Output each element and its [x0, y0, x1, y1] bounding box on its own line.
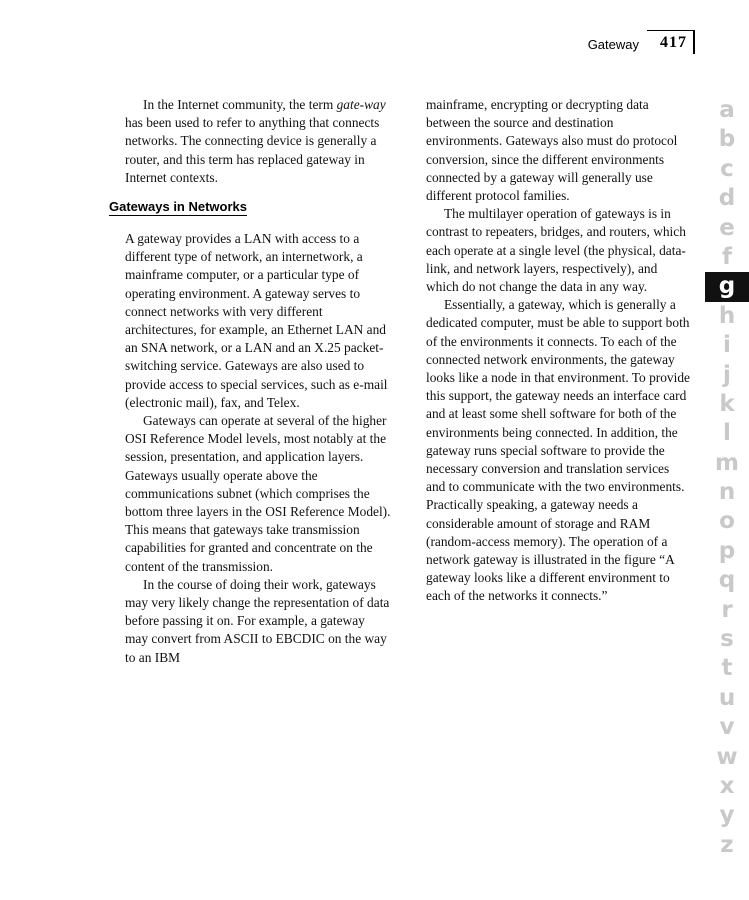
thumb-letter-w: w — [716, 743, 738, 770]
body-paragraph-3: In the course of doing their work, gateways may very likely change the representation of data before passing it on. For example, a gateway may convert from ASCII to EBCDIC on the way to an IBM — [125, 576, 390, 665]
body-paragraph-4: mainframe, encrypting or decrypting data between the source and destination environments. Gateways also must do protocol conversion, since the different environments connected by a gateway will generally use different protocol families. — [426, 97, 678, 204]
thumb-letter-y: y — [719, 802, 735, 829]
thumb-letter-v: v — [719, 714, 735, 741]
section-heading: Gateways in Networks — [109, 199, 247, 214]
thumb-letter-p: p — [718, 537, 736, 564]
running-header — [560, 34, 695, 58]
body-paragraph-5: The multilayer operation of gateways is in contrast to repeaters, bridges, and routers, which each operate at a single level (the physical, data-link, and network layers, respectively), and which do not change the data in any way. — [426, 206, 686, 295]
thumb-letter-q: q — [718, 567, 736, 594]
thumb-letter-r: r — [721, 596, 733, 623]
thumb-letter-n: n — [718, 479, 736, 506]
thumb-letter-m: m — [715, 449, 739, 476]
left-column-body — [125, 230, 391, 667]
thumb-letter-c: c — [720, 155, 734, 182]
page-number: 417 — [660, 34, 687, 51]
thumb-letter-o: o — [719, 508, 735, 535]
thumb-letter-s: s — [720, 626, 734, 653]
left-column-intro — [125, 96, 391, 187]
thumb-letter-e: e — [719, 214, 735, 241]
header-rule-vertical — [693, 30, 695, 54]
thumb-letter-j: j — [723, 361, 731, 388]
thumb-letter-k: k — [719, 390, 735, 417]
thumb-letter-t: t — [721, 655, 733, 682]
intro-term: gate-way — [336, 97, 386, 112]
thumb-letter-l: l — [723, 420, 731, 447]
thumb-letter-g: g — [705, 272, 749, 301]
thumb-letter-f: f — [721, 243, 732, 270]
intro-text-2: has been used to refer to anything that connects networks. The connecting device is generally a router, and this term has replaced gateway in Internet contexts. — [125, 115, 380, 185]
body-paragraph-6: Essentially, a gateway, which is generally a dedicated computer, must be able to support both of the environments it connects. To each of the connected network environments, the gateway looks like a node in that environment. To provide this support, the gateway needs an interface card and at least some shell software for both of the environments being connected. In addition, the gateway runs special software to provide the necessary conversion and translation services and to communicate with the two environments. Practically speaking, a gateway needs a considerable amount of storage and RAM (random-access memory). The operation of a network gateway is illustrated in the figure “A gateway looks like a different environment to each of the networks it connects.” — [426, 297, 690, 604]
running-header-title: Gateway — [587, 37, 639, 52]
right-column-body — [426, 96, 690, 606]
body-paragraph-2: Gateways can operate at several of the higher OSI Reference Model levels, most notably at the session, presentation, and application layers. Gateways usually operate above the communications subnet (which comprises the bottom three layers in the OSI Reference Model). This means that gateways take transmission capabilities for granted and concentrate on the content of the transmission. — [125, 413, 391, 574]
intro-paragraph — [125, 96, 391, 187]
thumb-letter-x: x — [719, 772, 735, 799]
header-rule-horizontal — [647, 30, 695, 31]
body-paragraph-1: A gateway provides a LAN with access to a different type of network, an internetwork, a mainframe computer, or a particular type of operating environment. A gateway serves to connect networks with very different architectures, for example, an Ethernet LAN and an SNA network, or a LAN and an X.25 packet-switching service. Gateways are also used to provide access to special services, such as e-mail (electronic mail), fax, and Telex. — [125, 231, 388, 410]
alphabet-thumb-index — [705, 96, 749, 860]
thumb-letter-h: h — [718, 302, 736, 329]
thumb-letter-z: z — [720, 831, 734, 858]
thumb-letter-d: d — [718, 185, 736, 212]
thumb-letter-u: u — [718, 684, 736, 711]
intro-text-1: In the Internet community, the term — [143, 97, 337, 112]
thumb-letter-i: i — [723, 332, 731, 359]
thumb-letter-a: a — [719, 97, 735, 123]
thumb-letter-b: b — [718, 126, 736, 153]
